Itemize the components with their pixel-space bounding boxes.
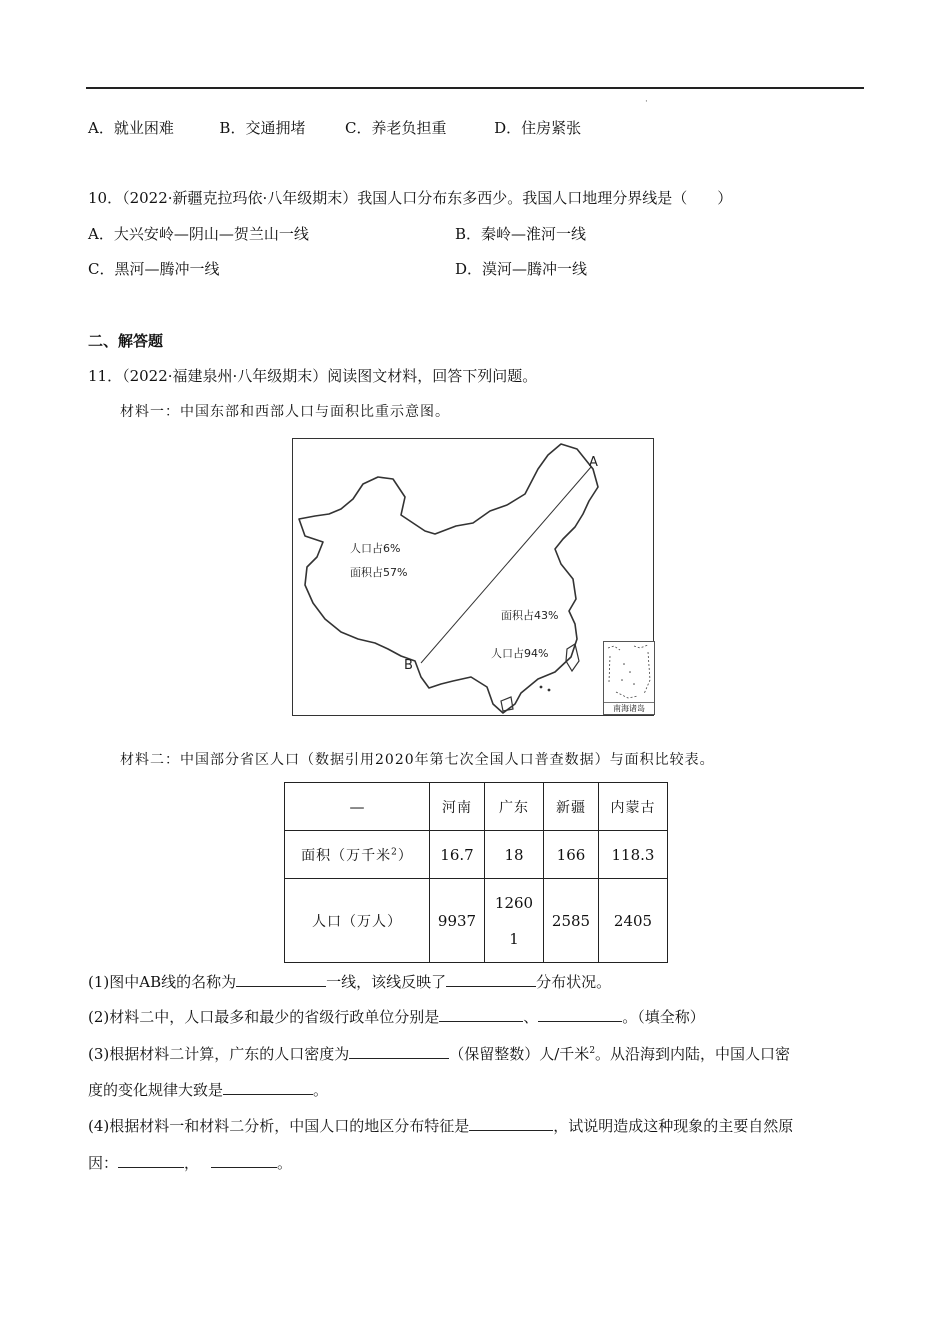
answer-blank[interactable]	[236, 970, 326, 987]
prev-question-options	[88, 118, 581, 138]
answer-blank[interactable]	[223, 1078, 313, 1095]
header-rule	[86, 87, 864, 89]
table-row	[285, 879, 668, 963]
option-c[interactable]: C．养老负担重	[345, 119, 447, 137]
west-area-label: 面积占57%	[350, 566, 408, 579]
inset-label: 南海诸岛	[604, 702, 654, 714]
pop-guangdong	[485, 879, 544, 963]
answer-blank[interactable]	[446, 970, 536, 987]
sub-question-3: (3)根据材料二计算，广东的人口密度为 （保留整数）人/千米$^2$。从沿海到内陆，中国人口密	[88, 1041, 790, 1064]
pop-guangdong-line2: 1	[509, 929, 519, 948]
q10-stem: 10．（2022·新疆克拉玛依·八年级期末）我国人口分布东多西少。我国人口地理分界线是（ ）	[88, 189, 733, 207]
area-henan: 16.7	[430, 831, 485, 879]
option-b[interactable]: B．交通拥堵	[219, 119, 306, 137]
point-a-label: A	[589, 455, 598, 470]
answer-blank[interactable]	[439, 1005, 523, 1022]
answer-blank[interactable]	[211, 1151, 277, 1168]
col-xinjiang: 新疆	[544, 783, 599, 831]
point-b-label: B	[404, 658, 413, 673]
row-area-label: 面积（万千米$^2$）	[285, 831, 430, 879]
answer-blank[interactable]	[118, 1151, 184, 1168]
sub-question-4: (4)根据材料一和材料二分析，中国人口的地区分布特征是 ，试说明造成这种现象的主要自然原	[88, 1114, 793, 1136]
table-header-row	[285, 783, 668, 831]
q10-option-a[interactable]: A．大兴安岭—阴山—贺兰山一线	[88, 225, 309, 243]
option-d[interactable]: D．住房紧张	[494, 119, 582, 137]
sub-question-1: (1)图中AB线的名称为 一线，该线反映了 分布状况。	[88, 970, 611, 992]
col-henan: 河南	[430, 783, 485, 831]
china-outline	[293, 439, 655, 717]
col-guangdong: 广东	[485, 783, 544, 831]
col-neimenggu: 内蒙古	[599, 783, 668, 831]
answer-blank[interactable]	[349, 1042, 449, 1059]
pop-xinjiang: 2585	[544, 879, 599, 963]
pop-neimenggu: 2405	[599, 879, 668, 963]
table-row	[285, 831, 668, 879]
table-corner: —	[285, 783, 430, 831]
answer-blank[interactable]	[469, 1114, 553, 1131]
material-1: 材料一：中国东部和西部人口与面积比重示意图。	[120, 404, 450, 420]
answer-blank[interactable]	[538, 1005, 622, 1022]
sub-question-3-cont: 度的变化规律大致是 。	[88, 1078, 328, 1100]
q11-stem: 11．（2022·福建泉州·八年级期末）阅读图文材料，回答下列问题。	[88, 367, 538, 385]
sub-question-2: (2)材料二中，人口最多和最少的省级行政单位分别是 、 。（填全称）	[88, 1005, 705, 1027]
section-title: 二、解答题	[88, 332, 164, 350]
header-dot: ·	[645, 97, 648, 107]
option-a[interactable]: A．就业困难	[88, 119, 174, 137]
pop-henan: 9937	[430, 879, 485, 963]
population-area-table	[284, 782, 668, 963]
q10-option-c[interactable]: C．黑河—腾冲一线	[88, 260, 220, 278]
inset-outline	[604, 642, 654, 702]
east-area-label: 面积占43%	[501, 609, 559, 622]
east-population-label: 人口占94%	[491, 647, 549, 660]
area-xinjiang: 166	[544, 831, 599, 879]
china-map	[292, 438, 654, 716]
area-neimenggu: 118.3	[599, 831, 668, 879]
west-population-label: 人口占6%	[350, 542, 401, 555]
q10-option-b[interactable]: B．秦岭—淮河一线	[455, 225, 587, 243]
q10-option-d[interactable]: D．漠河—腾冲一线	[455, 260, 588, 278]
material-2: 材料二：中国部分省区人口（数据引用2020年第七次全国人口普查数据）与面积比较表。	[120, 752, 715, 768]
area-guangdong: 18	[485, 831, 544, 879]
south-china-sea-inset	[603, 641, 655, 715]
pop-guangdong-line1: 1260	[494, 893, 534, 912]
sub-question-4-cont: 因： ， 。	[88, 1151, 292, 1173]
row-population-label: 人口（万人）	[285, 879, 430, 963]
